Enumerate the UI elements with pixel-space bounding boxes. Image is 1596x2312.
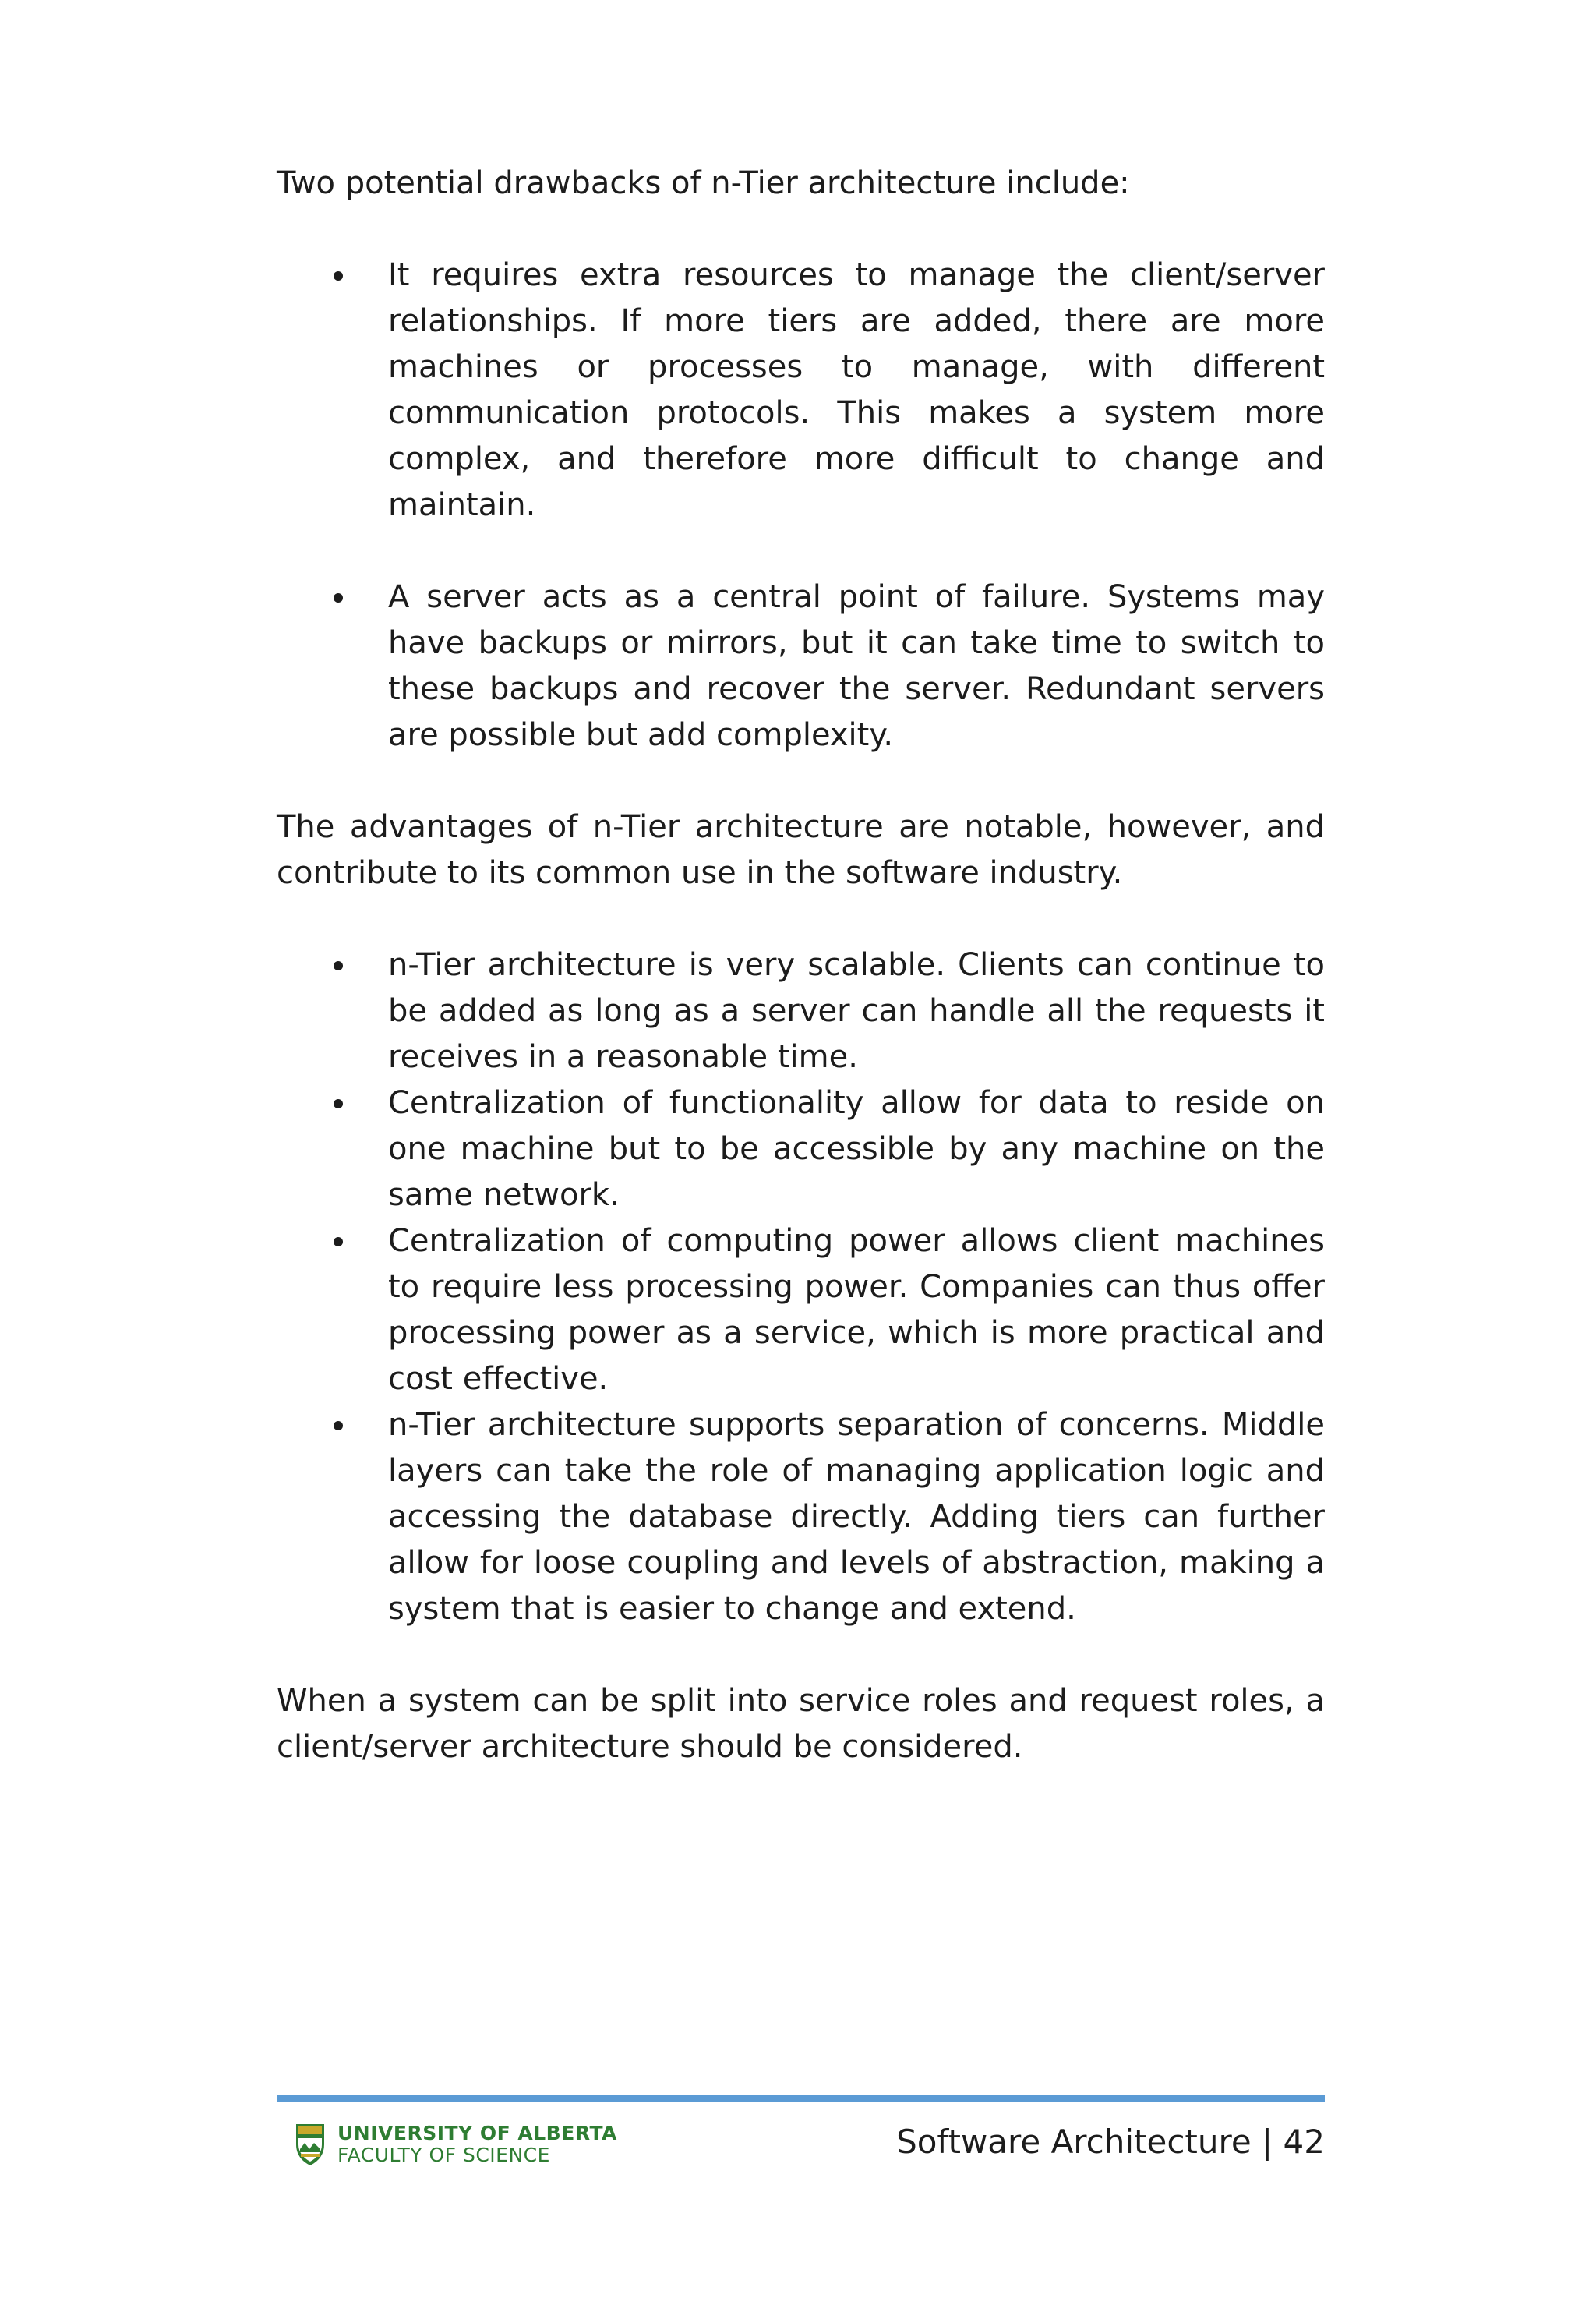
advantages-intro: The advantages of n-Tier architecture are notable, however, and contribute to its common use in the software industry.: [277, 809, 1325, 891]
crest-icon: [294, 2121, 327, 2168]
logo-wordmark: [337, 2123, 617, 2166]
university-name: UNIVERSITY OF ALBERTA: [337, 2122, 617, 2144]
list-item: It requires extra resources to manage the client/server relationships. If more tiers are added, there are more machines or processes to manage, with different communication protocols. This makes a system more complex, and therefore more difficult to change and maintain.: [277, 253, 1325, 529]
university-logo: [294, 2121, 617, 2168]
list-item: A server acts as a central point of failure. Systems may have backups or mirrors, but it can take time to switch to these backups and recover the server. Redundant servers are possible but add complexity.: [277, 574, 1325, 758]
drawbacks-intro: Two potential drawbacks of n-Tier architecture include:: [277, 165, 1130, 201]
footer-divider: [277, 2095, 1325, 2102]
main-content: [277, 161, 1325, 1770]
faculty-name: FACULTY OF SCIENCE: [337, 2144, 550, 2166]
list-item: Centralization of computing power allows client machines to require less processing power. Companies can thus offer processing power as a service, which is more practical and cost effective.: [277, 1218, 1325, 1402]
list-item: n-Tier architecture supports separation of concerns. Middle layers can take the role of managing application logic and accessing the database directly. Adding tiers can further allow for loose coupling and levels of abstraction, making a system that is easier to change and extend.: [277, 1402, 1325, 1632]
advantages-list: [277, 942, 1325, 1632]
drawbacks-list: [277, 253, 1325, 758]
list-item: n-Tier architecture is very scalable. Clients can continue to be added as long as a server can handle all the requests it receives in a reasonable time.: [277, 942, 1325, 1080]
conclusion-paragraph: When a system can be split into service roles and request roles, a client/server architecture should be considered.: [277, 1683, 1325, 1765]
list-item: Centralization of functionality allow for data to reside on one machine but to be accessible by any machine on the same network.: [277, 1080, 1325, 1218]
page-footer-title: Software Architecture | 42: [896, 2123, 1325, 2161]
